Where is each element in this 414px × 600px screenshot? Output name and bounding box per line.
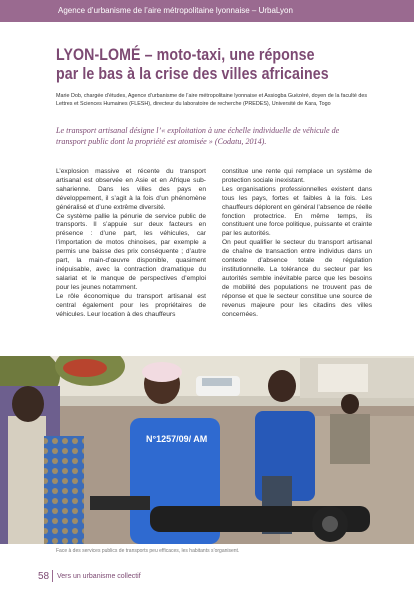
paragraph: On peut qualifier le secteur du transport artisanal de chaîne de transaction entre individus dans un contexte d’absence totale de régulation institutionnelle. La tolérance du secteur par les autorités semble inévitable parce que les besoins de mobilité des populations ne trouvent pas de réponse et que le secteur constitue une source de revenus majeure pour les citadins des villes concernées. [222,239,372,318]
article-title [56,46,348,84]
body-column-left [56,168,206,319]
page-number: 58 [38,571,50,582]
paragraph: Le rôle économique du transport artisanal est central également pour les propriétaires de véhicules. Leur location à des chauffeurs [56,292,206,318]
photo-caption: Face à des services publics de transports peu efficaces, les habitants s’organisent. [56,548,240,554]
title-line-2: par le bas à la crise des villes africaines [56,65,329,83]
paragraph: L’explosion massive et récente du transport artisanal est observée en Asie et en Afrique sub-saharienne. Dans les villes des pays en développement, il s’agit à la fois d’un phénomène généralisé et d’une extrême diversité. [56,168,206,211]
vest-number: N°1257/09/ AM [146,434,208,444]
footer-divider [52,570,53,582]
street-photo [0,356,414,544]
title-line-1: LYON-LOMÉ – moto-taxi, une réponse [56,46,315,64]
body-column-right [222,168,372,319]
footer-title: Vers un urbanisme collectif [57,573,141,580]
paragraph: Ce système pallie la pénurie de service public de transports. Il s’appuie sur deux facteurs en présence : d’une part, les véhicules, car l’importation de motos chinoises, par exemple a permis une baisse des prix conséquente ; d’autre part, la main-d’œuvre disponible, quasiment inépuisable, avec la contraction dramatique du salariat et le manque de perspectives d’emploi pour les jeunes notamment. [56,212,206,291]
paragraph: Les organisations professionnelles existent dans tous les pays, fortes et faibles à la fois. Les chauffeurs déplorent en général l’absence de réelle fonction protectrice. En même temps, ils constituent une force politique, puissante et crainte par les autorités. [222,185,372,238]
intro-quote: Le transport artisanal désigne l’« exploitation à une échelle individuelle de véhicule de transport public dont la propriété est atomisée » (Codatu, 2014). [56,126,340,146]
running-header: Agence d’urbanisme de l’aire métropolitaine lyonnaise – UrbaLyon [58,6,293,15]
paragraph: constitue une rente qui remplace un système de protection sociale inexistant. [222,168,372,184]
authors-credit: Marie Dob, chargée d’études, Agence d’urbanisme de l’aire métropolitaine lyonnaise et Assiogba Guézéré, doyen de la faculté des Lettres et Sciences Humaines (FLESH), directeur du laboratoire de recherche (PREDES), Université de Kara, Togo [56,93,368,107]
header-band [0,0,414,22]
